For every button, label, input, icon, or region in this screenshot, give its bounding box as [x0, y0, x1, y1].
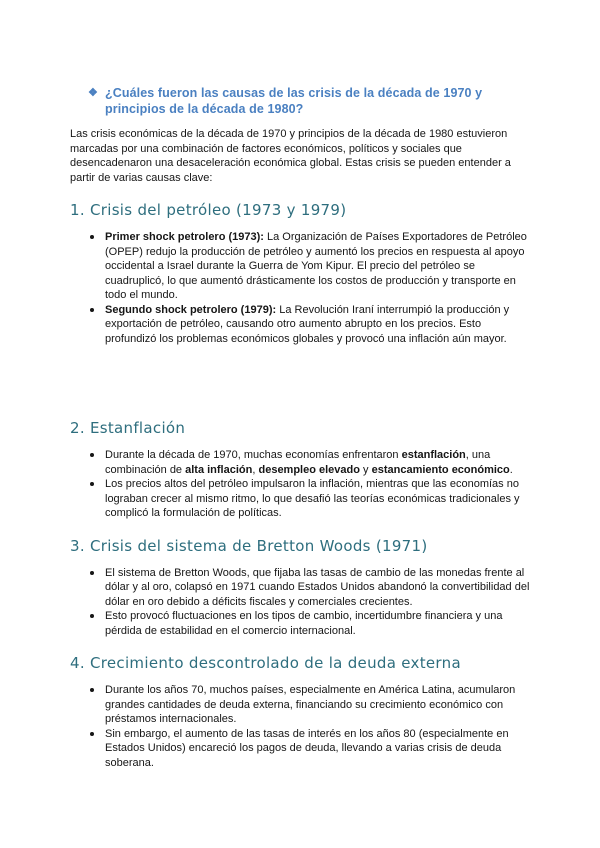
section-heading: 1. Crisis del petróleo (1973 y 1979)	[70, 201, 347, 219]
bullet-item	[70, 230, 535, 303]
bullet-text: Esto provocó fluctuaciones en los tipos de cambio, incertidumbre financiera y una pérdida de estabilidad en el comercio internacional.	[105, 610, 503, 637]
bullet-dot-icon	[90, 609, 105, 618]
bullet-dot-icon	[90, 303, 105, 312]
bullet-list	[70, 230, 535, 346]
bullet-dot-icon	[90, 477, 105, 486]
section-heading: 4. Crecimiento descontrolado de la deuda externa	[70, 654, 461, 672]
bullet-dot-icon	[90, 727, 105, 736]
question-text: ¿Cuáles fueron las causas de las crisis de la década de 1970 y principios de la década de 1980?	[105, 86, 483, 116]
document-section	[70, 419, 535, 521]
bullet-dot-icon	[90, 566, 105, 575]
bullet-dot-icon	[90, 448, 105, 457]
section-heading: 3. Crisis del sistema de Bretton Woods (1971)	[70, 536, 428, 555]
bullet-dot-icon	[90, 230, 105, 239]
document-section	[70, 201, 535, 403]
bullet-list	[70, 566, 535, 639]
document-section	[70, 537, 535, 639]
diamond-bullet-icon: ❖	[88, 87, 98, 99]
bullet-item	[70, 683, 535, 727]
bullet-item	[70, 303, 535, 347]
bullet-dot-icon	[90, 683, 105, 692]
bullet-text: Durante los años 70, muchos países, especialmente en América Latina, acumularon grandes cantidades de deuda externa, financiando su crecimiento económico con préstamos internacionales.	[105, 684, 516, 725]
bullet-item	[70, 727, 535, 771]
bullet-item	[70, 609, 535, 638]
bullet-text: Los precios altos del petróleo impulsaron la inflación, mientras que las economías no lograban crecer al mismo ritmo, lo que desafió las teorías económicas tradicionales y complicó la formulación de políticas.	[105, 478, 520, 519]
document-section	[70, 654, 535, 770]
bullet-text: Sin embargo, el aumento de las tasas de interés en los años 80 (especialmente en Estados Unidos) encareció los pagos de deuda, llevando a varias crisis de deuda soberana.	[105, 727, 509, 769]
bullet-text: Primer shock petrolero (1973): La Organización de Países Exportadores de Petróleo (OPEP) redujo la producción de petróleo y aumentó los precios en respuesta al apoyo occidental a Israel durante la Guerra de Yom Kipur. El precio del petróleo se cuadruplicó, lo que aumentó drásticamente los costos de producción y transporte en todo el mundo.	[105, 231, 527, 301]
bullet-text: Segundo shock petrolero (1979): La Revolución Iraní interrumpió la producción y exportación de petróleo, causando otro aumento abrupto en los precios. Esto profundizó los problemas económicos globales y provocó una inflación aún mayor.	[105, 303, 510, 345]
bullet-text: El sistema de Bretton Woods, que fijaba las tasas de cambio de las monedas frente al dólar y al oro, colapsó en 1971 cuando Estados Unidos abandonó la convertibilidad del dólar en oro debido a déficits fiscales y comerciales crecientes.	[105, 566, 530, 608]
question-heading	[70, 86, 535, 117]
bullet-item	[70, 477, 535, 521]
sections-container	[70, 201, 535, 770]
section-heading: 2. Estanflación	[70, 419, 186, 437]
bullet-item	[70, 566, 535, 610]
bullet-item	[70, 448, 535, 477]
bullet-text: Durante la década de 1970, muchas economías enfrentaron estanflación, una combinación de alta inflación, desempleo elevado y estancamiento económico.	[105, 449, 513, 476]
bullet-list	[70, 683, 535, 770]
intro-paragraph: Las crisis económicas de la década de 1970 y principios de la década de 1980 estuvieron marcadas por una combinación de factores económicos, políticos y sociales que desencadenaron una desaceleración económica global. Estas crisis se pueden entender a partir de varias causas clave:	[70, 128, 511, 184]
bullet-list	[70, 448, 535, 521]
